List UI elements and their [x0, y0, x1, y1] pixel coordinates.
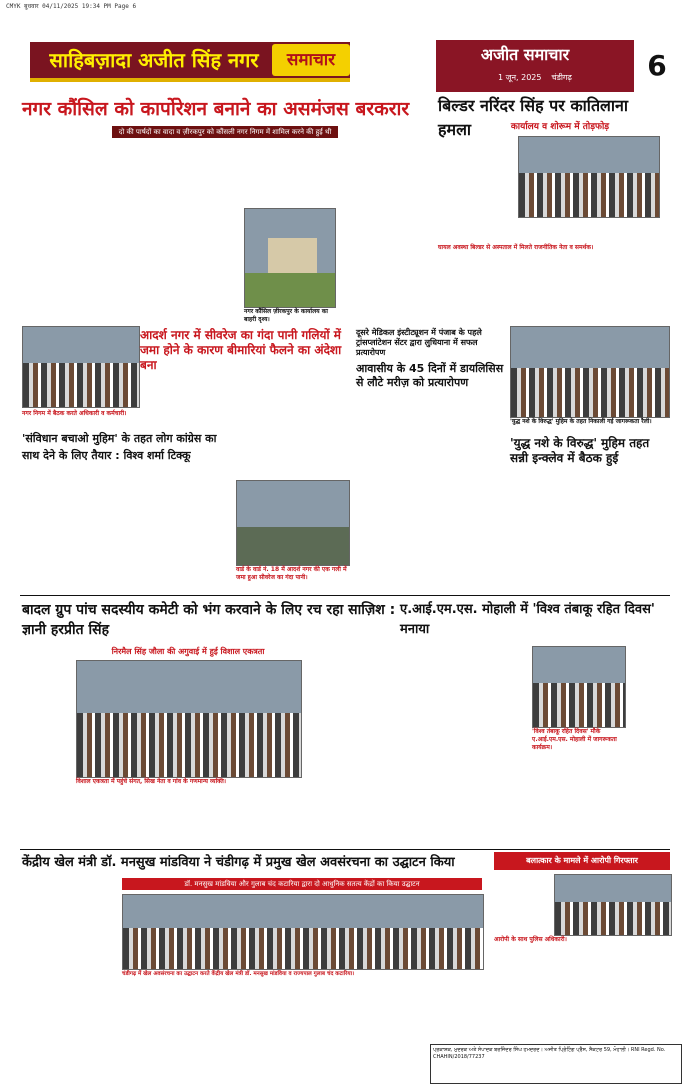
- aiims-headline: ए.आई.एम.एस. मोहाली में 'विश्व तंबाकू रहित दिवस' मनाया: [400, 602, 655, 637]
- builder-subhead: कार्यालय व शोरूम में तोड़फोड़: [480, 120, 640, 134]
- aiims-body-col-1: [400, 646, 448, 846]
- police-shape: [555, 902, 671, 935]
- drug-walk-body: [510, 472, 668, 590]
- tikku-photo: [22, 326, 140, 408]
- drug-rally-photo: [510, 326, 670, 418]
- nagar-council-photo: [244, 208, 336, 308]
- punjab-body: [356, 398, 506, 588]
- badal-photo: [76, 660, 302, 778]
- builder-body-col-3: [518, 260, 668, 322]
- mandaviya-photo-caption: चंडीगढ़ में खेल अवसंरचना का उद्घाटन करते केंद्रीय खेल मंत्री डॉ. मनसुख मांडविया व राज्यपाल गुलाब चंद कटारिया।: [122, 971, 355, 977]
- main-body-col-2: [112, 140, 196, 240]
- main-photo-caption: नगर कौंसिल ज़ीरकपुर के कार्यालय का बाहरी दृश्य।: [244, 308, 328, 323]
- badal-photo-caption: विशाल एकत्रता में पहुंचे संगत, सिख नेता व गांव के गणमान्य व्यक्ति।: [76, 778, 227, 785]
- main-banner: दो की पार्षदों का वादा व ज़ीरकपुर को कौंसली नगर निगम में शामिल करने की हुई थी घोषणा: [112, 126, 338, 138]
- tikku-body: [22, 470, 236, 590]
- builder-body-col-2: [438, 260, 514, 322]
- mandaviya-banner: डॉ. मनसुख मांडविया और गुलाब चंद कटारिया द्वारा दो आधुनिक सतत्य केंद्रों का किया उद्घाटन: [122, 878, 482, 890]
- page-number: 6: [636, 40, 678, 92]
- arrest-body-col-1: [494, 874, 550, 934]
- inauguration-crowd-shape: [123, 928, 483, 969]
- issue-date: 1 जून, 2025: [498, 73, 542, 82]
- rally-crowd-shape: [511, 368, 669, 418]
- visitors-shape: [519, 173, 659, 217]
- arrest-headline: बलात्कार के मामले में आरोपी गिरफ्तार: [494, 852, 670, 870]
- issue-city: चंडीगढ़: [551, 73, 572, 82]
- mandaviya-body-col-2: [122, 988, 482, 1084]
- divider: [20, 849, 670, 850]
- badal-body-col-3: [304, 646, 396, 846]
- main-headline: नगर कौंसिल को कार्पोरेशन बनाने का असमंजस बरकरार: [22, 98, 410, 120]
- arrest-body-col-2: [494, 952, 670, 1042]
- mandaviya-photo: [122, 894, 484, 970]
- builder-headline: बिल्डर नरिंदर सिंह पर कातिलाना हमला: [438, 96, 629, 139]
- aiims-body-col-3: [532, 752, 670, 842]
- arrest-photo: [554, 874, 672, 936]
- sangat-crowd-shape: [77, 713, 301, 777]
- print-info-strip: CMYK बुधवार 04/11/2025 19:34 PM Page 6: [6, 3, 137, 10]
- mandaviya-body-col-1: [22, 878, 118, 1084]
- main-body-col-1: [22, 128, 108, 314]
- lawn-shape: [245, 273, 335, 307]
- builder-body-col-1: [438, 136, 512, 228]
- sewerage-headline: आदर्श नगर में सीवरेज का गंदा पानी गलियों में जमा होने के कारण बीमारियां फैलने का अंदेशा बना: [140, 328, 342, 372]
- tikku-headline: 'संविधान बचाओ मुहिम' के तहत लोग कांग्रेस का साथ देने के लिए तैयार : विश्व शर्मा टिक्कू: [22, 432, 217, 462]
- dirty-water-shape: [237, 527, 349, 565]
- sewerage-body: [140, 378, 354, 488]
- badal-body-col-2: [76, 798, 300, 844]
- date-line: [440, 70, 630, 86]
- meeting-crowd-shape: [23, 363, 139, 407]
- paper-name: अजीत समाचार: [480, 45, 570, 64]
- section-title: साहिबज़ादा अजीत सिंह नगर: [49, 48, 259, 72]
- builder-photo: [518, 136, 660, 218]
- arrest-photo-caption: आरोपी के साथ पुलिस अधिकारी।: [494, 936, 567, 943]
- punjab-subhead: आवासीय के 45 दिनों में डायलिसिस से लौटे मरीज़ को प्रत्यारोपण: [356, 362, 504, 389]
- section-badge: समाचार: [272, 44, 350, 76]
- badal-headline: बादल ग्रुप पांच सदस्यीय कमेटी को भंग करवाने के लिए रच रहा साज़िश : ज्ञानी हरप्रीत सिंह: [22, 602, 396, 638]
- main-body-col-4: [338, 128, 428, 314]
- punjab-headline: दूसरे मेडिकल इंस्टीट्यूशन में पंजाब के पहले ट्रांसप्लांटेशन सेंटर द्वारा लुधियाना में सफल प्रत्यारोपण: [356, 328, 482, 357]
- sewerage-photo-caption: वार्ड के वार्ड नं. 18 में आदर्श नगर की एक गली में जमा हुआ सीवरेज का गंदा पानी।: [236, 566, 347, 581]
- building-shape: [268, 238, 318, 277]
- aiims-body-col-2: [450, 646, 530, 846]
- drug-rally-caption: 'युद्ध नशे के विरुद्ध' मुहिम के तहत निकाली गई जागरूकता रैली।: [510, 418, 652, 425]
- tikku-photo-caption: नगर निगम में बैठक करते अधिकारी व कर्मचारी।: [22, 410, 127, 417]
- badal-banner: निरमैल सिंह जौला की अगुवाई में हुई विशाल एकत्रता: [76, 646, 300, 658]
- aiims-photo-caption: 'विश्व तंबाकू रहित दिवस' मौके ए.आई.एम.एस. मोहाली में जागरूकता कार्यक्रम।: [532, 728, 617, 751]
- imprint-footer: ਪ੍ਰਕਾਸ਼ਕ, ਮੁਦਰਕ ਅਤੇ ਸੰਪਾਦਕ ਬਰਜਿੰਦਰ ਸਿੰਘ ਹਮਦਰਦ। ਅਜੀਤ ਪ੍ਰਿੰਟਿੰਗ ਪ੍ਰੈੱਸ, ਸੈਕਟਰ 59, ਮੋਹਾਲੀ। RNI Regd. No. CHAHIN/2018/77237: [430, 1044, 682, 1084]
- aiims-photo: [532, 646, 626, 728]
- staff-shape: [533, 683, 625, 727]
- drug-walk-headline: 'युद्ध नशे के विरुद्ध' मुहिम तहत सन्नी इन्क्लेव में बैठक हुई: [510, 436, 650, 465]
- badal-body-col-1: [22, 646, 72, 806]
- main-body-col-3: [200, 140, 242, 310]
- builder-photo-caption: घायल अवस्था बिल्डर से अस्पताल में मिलते राजनीतिक नेता व समर्थक।: [438, 244, 594, 251]
- divider: [20, 595, 670, 596]
- sewerage-photo: [236, 480, 350, 566]
- mandaviya-headline: केंद्रीय खेल मंत्री डॉ. मनसुख मांडविया ने चंडीगढ़ में प्रमुख खेल अवसंरचना का उद्घाटन किया: [22, 855, 455, 870]
